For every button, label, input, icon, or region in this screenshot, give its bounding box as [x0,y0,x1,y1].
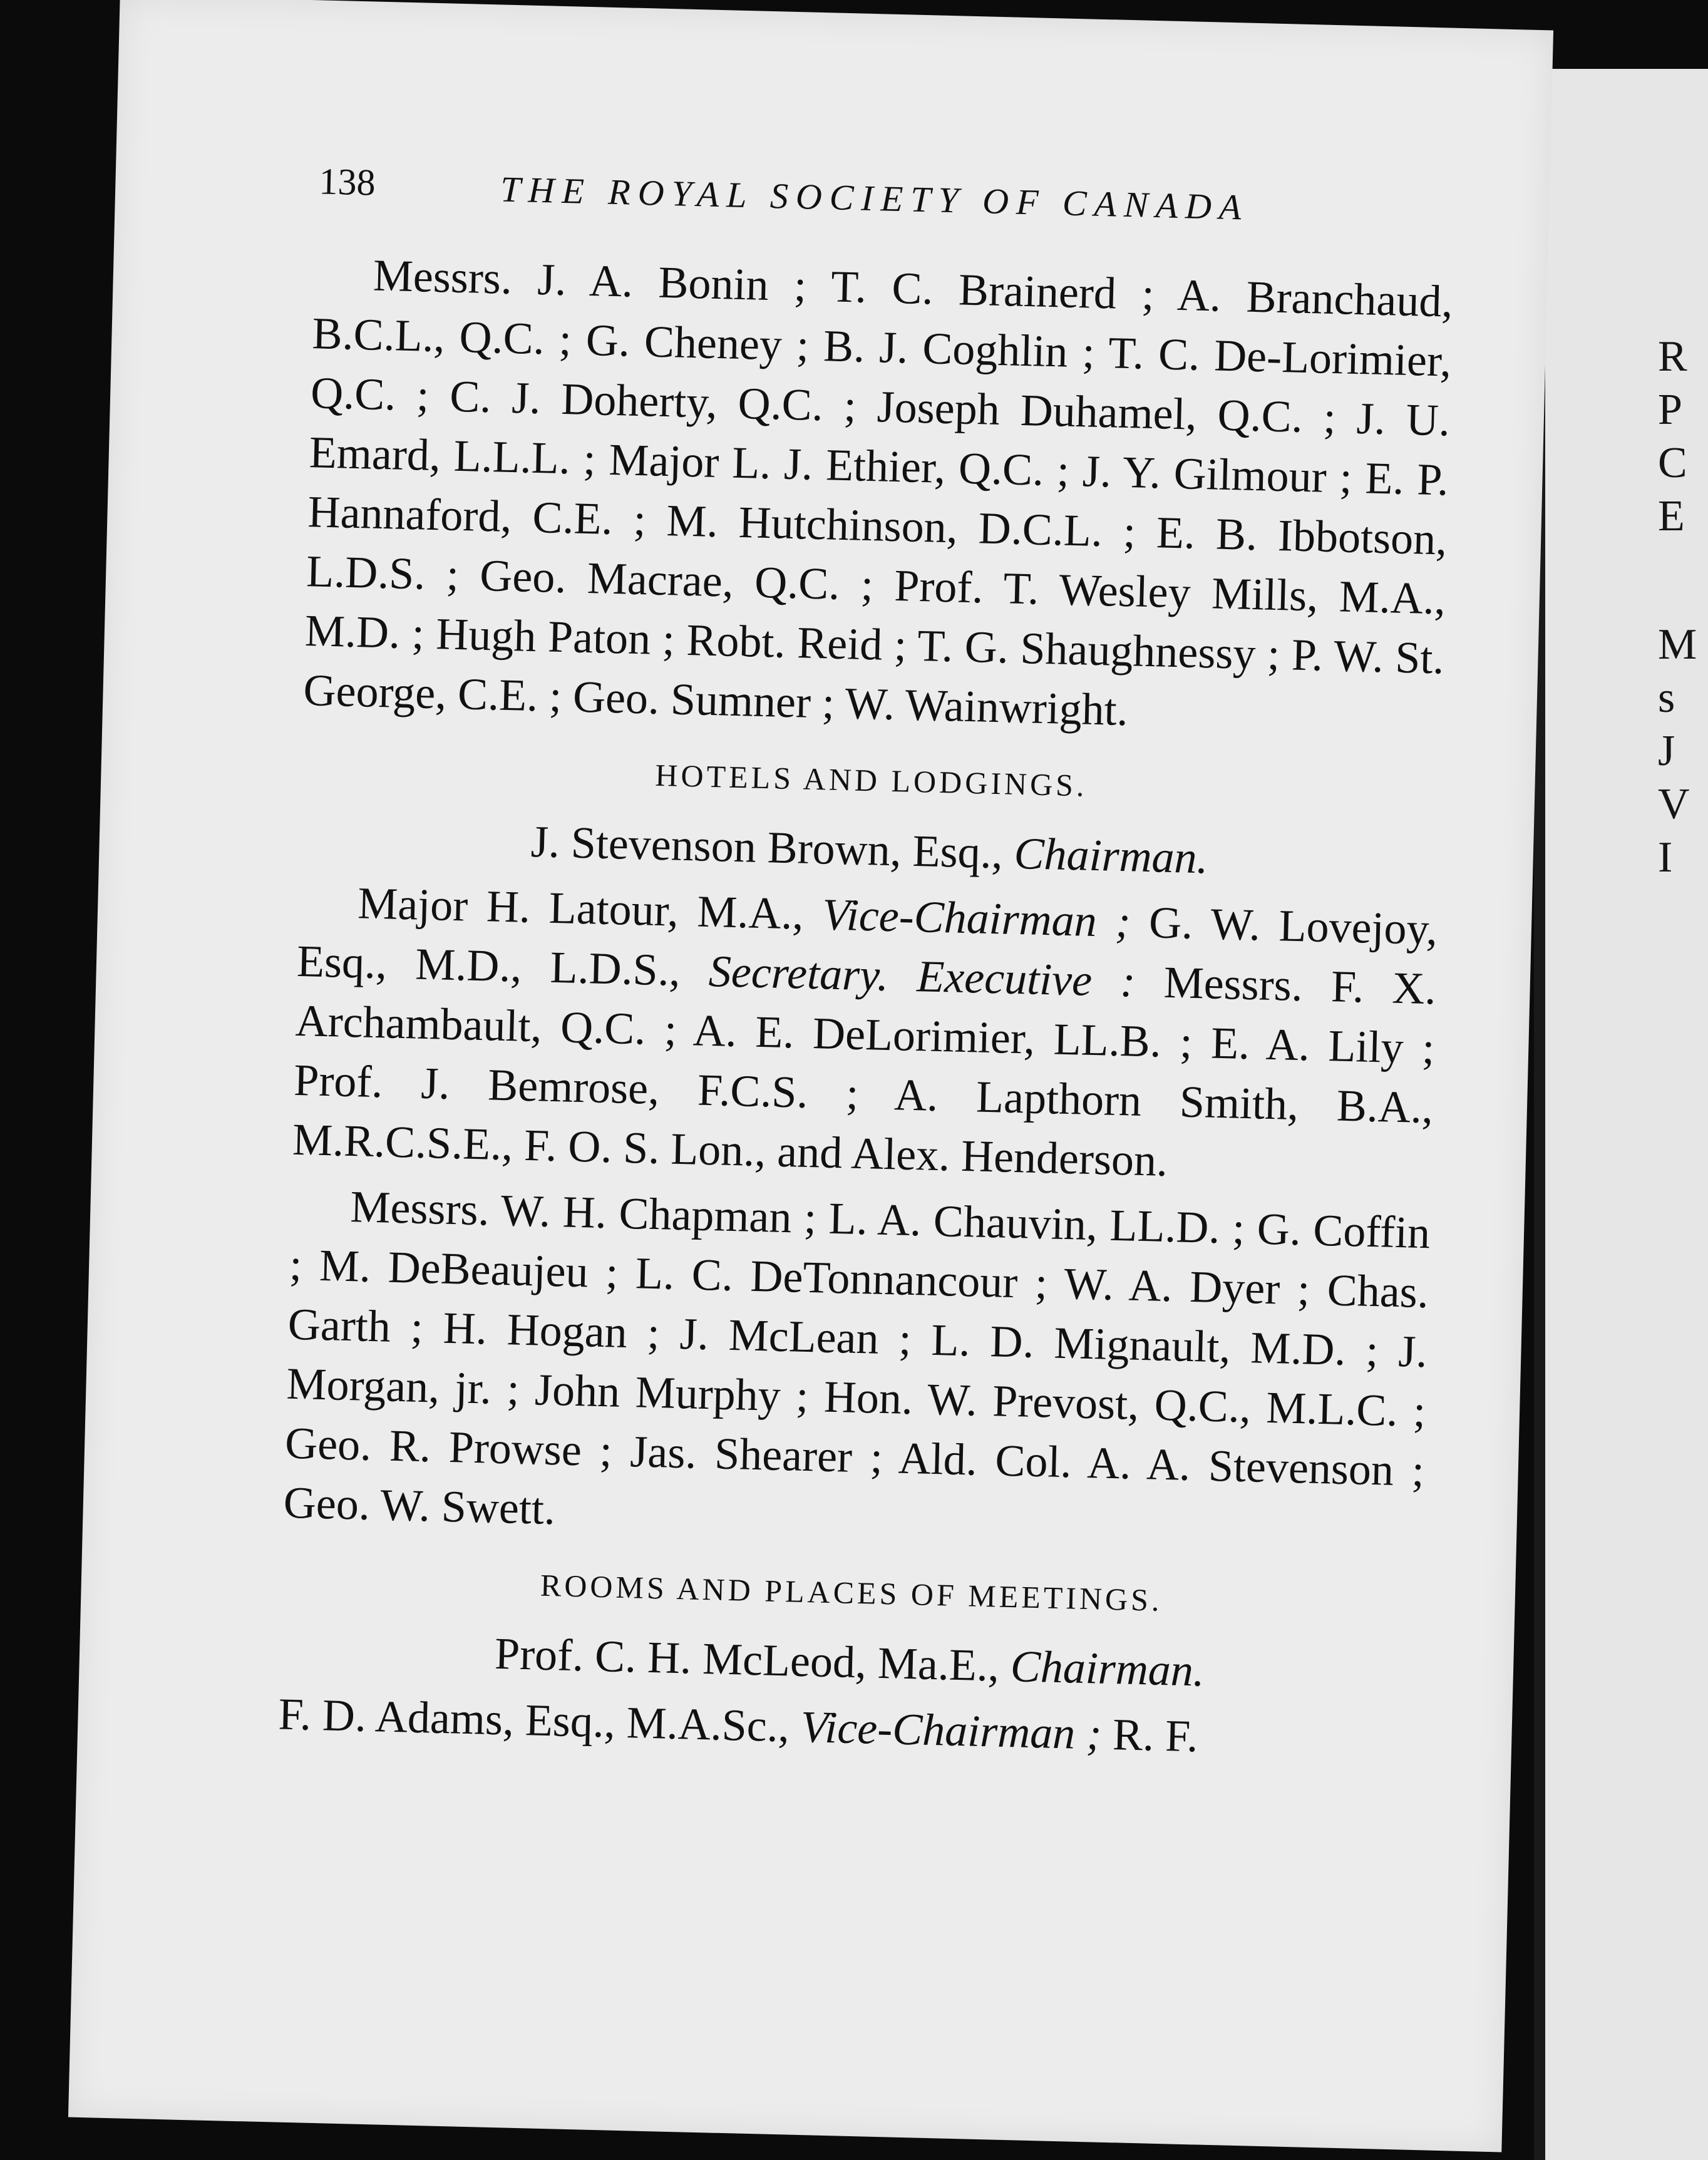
adjacent-page-fragment: E [1658,492,1685,540]
page-header [318,160,1371,248]
vice-chairman-name: F. D. Adams, Esq., M.A.Sc., [277,1689,801,1752]
adjacent-page-fragment: s [1658,674,1675,722]
adjacent-page-fragment: R [1658,332,1687,381]
adjacent-page-fragment: M [1658,620,1697,669]
secretary-name: G. W. Lovejoy, Esq., M.D., L.D.S., [296,897,1438,996]
section-heading-rooms: ROOMS AND PLACES OF MEETINGS. [540,1567,1163,1618]
page-body [277,244,1453,1778]
secretary-role: Secretary. [708,945,890,1000]
hotels-officers-paragraph [292,872,1438,1197]
adjacent-page-fragment: C [1658,439,1687,487]
adjacent-page-fragment: J [1658,727,1675,775]
chairman-role: Chairman. [1009,1641,1205,1696]
adjacent-page-fragment: P [1658,386,1682,434]
section-heading-hotels: HOTELS AND LODGINGS. [654,757,1088,803]
adjacent-page [1534,69,1708,2160]
chairman-role: Chairman. [1013,828,1209,883]
chairman-name: Prof. C. H. McLeod, Ma.E., [494,1628,1011,1692]
vice-chairman-name: Major H. Latour, M.A., [357,878,823,940]
book-page [68,0,1553,2152]
chairman-name: J. Stevenson Brown, Esq., [530,816,1015,878]
continuation-text: R. F. [1101,1709,1199,1762]
adjacent-page-fragment: V [1658,780,1690,828]
vice-chairman-role: Vice-Chairman ; [821,889,1131,947]
hotels-members-paragraph: Messrs. W. H. Chapman ; L. A. Chauvin, LL.D. ; G. Coffin ; M. DeBeaujeu ; L. C. DeTonnancour ; W. A. Dyer ; Chas. Garth ; H. Hogan ; J. McLean ; L. D. Mignault, M.D. ; J. Morgan, jr. ; John Murphy ; Hon. W. Prevost, Q.C., M.L.C. ; Geo. R. Prowse ; Jas. Shearer ; Ald. Col. A. A. Stevenson ; Geo. W. Swett. [283,1181,1431,1535]
executive-members: Messrs. F. X. Archambault, Q.C. ; A. E. DeLorimier, LL.B. ; E. A. Lily ; Prof. J. Bemrose, F.C.S. ; A. Lapthorn Smith, B.A., M.R.C.S.E., F. O. S. Lon., and Alex. Henderson. [292,956,1437,1186]
running-title: THE ROYAL SOCIETY OF CANADA [500,168,1250,228]
page-number: 138 [318,160,376,203]
vice-chairman-role: Vice-Chairman ; [800,1701,1103,1759]
adjacent-page-fragment: I [1658,833,1673,882]
members-paragraph: Messrs. J. A. Bonin ; T. C. Brainerd ; A. Branchaud, B.C.L., Q.C. ; G. Cheney ; B. J. Coghlin ; T. C. De-Lorimier, Q.C. ; C. J. Doherty, Q.C. ; Joseph Duhamel, Q.C. ; J. U. Emard, L.L.L. ; Major L. J. Ethier, Q.C. ; J. Y. Gilmour ; E. P. Hannaford, C.E. ; M. Hutchinson, D.C.L. ; E. B. Ibbotson, L.D.S. ; Geo. Macrae, Q.C. ; Prof. T. Wesley Mills, M.A., M.D. ; Hugh Paton ; Robt. Reid ; T. G. Shaughnessy ; P. W. St. George, C.E. ; Geo. Sumner ; W. Wainwright. [302,250,1454,736]
executive-role: Executive : [888,950,1136,1007]
